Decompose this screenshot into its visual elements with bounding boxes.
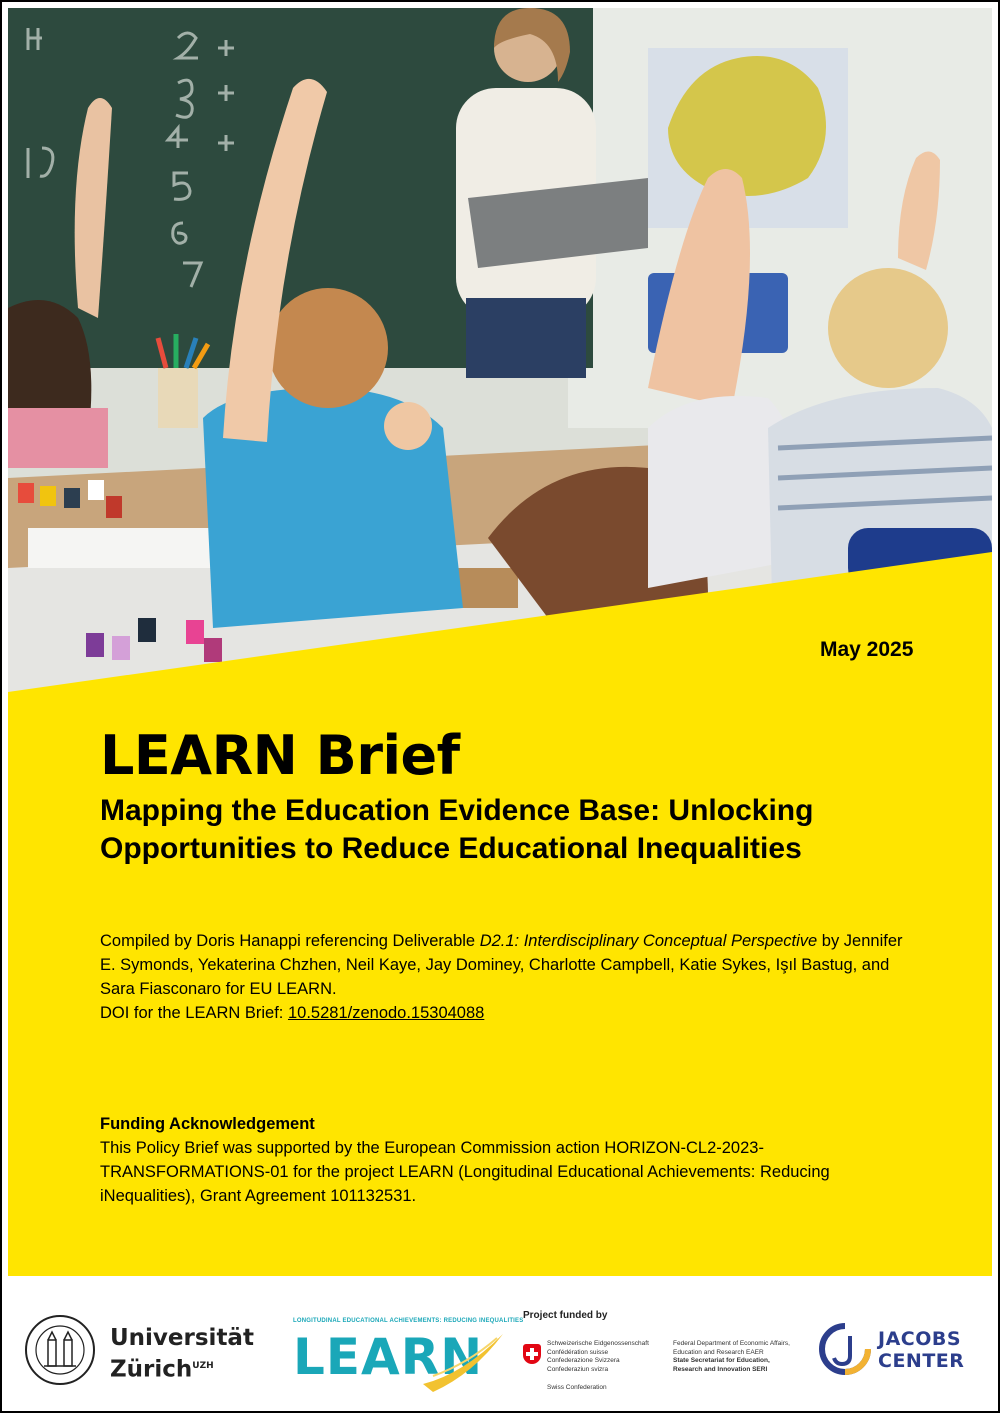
uzh-line1: Universität bbox=[110, 1325, 254, 1351]
boy-blue-head bbox=[268, 288, 388, 408]
swiss-cross-icon bbox=[523, 1344, 541, 1364]
teacher-trousers bbox=[466, 298, 586, 378]
dept-line1: Federal Department of Economic Affairs, bbox=[673, 1340, 790, 1347]
deliverable-title: D2.1: Interdisciplinary Conceptual Perspective bbox=[479, 932, 818, 950]
publication-date: May 2025 bbox=[820, 638, 914, 661]
uzh-wordmark bbox=[110, 1324, 254, 1384]
funding-text: This Policy Brief was supported by the European Commission action HORIZON-CL2-2023-TRANSFORMATIONS-01 for the project LEARN (Longitudinal Educational Achievements: Reducing iNequalities), Grant Agreement 101132531. bbox=[100, 1139, 830, 1205]
left-girl-shirt bbox=[8, 408, 108, 468]
swiss-lang-de: Schweizerische Eidgenossenschaft bbox=[547, 1340, 649, 1347]
authorship-block bbox=[100, 929, 920, 1025]
right-child-head bbox=[828, 268, 948, 388]
dept-line3: State Secretariat for Education, bbox=[673, 1357, 770, 1364]
funding-acknowledgement bbox=[100, 1112, 880, 1208]
uzh-line2: Zürich bbox=[110, 1356, 193, 1383]
doi-label: DOI for the LEARN Brief: bbox=[100, 1004, 288, 1022]
boy-hand bbox=[384, 402, 432, 450]
funding-heading: Funding Acknowledgement bbox=[100, 1115, 315, 1133]
jacobs-line2: CENTER bbox=[878, 1350, 965, 1372]
pencil-cup bbox=[158, 368, 198, 428]
jacobs-emblem-icon bbox=[818, 1322, 872, 1376]
project-funded-by: Project funded by bbox=[523, 1310, 608, 1321]
learn-tagline: LONGITUDINAL EDUCATIONAL ACHIEVEMENTS: REDUCING INEQUALITIES bbox=[293, 1318, 524, 1324]
jacobs-line1: JACOBS bbox=[878, 1328, 962, 1350]
swiss-department bbox=[673, 1340, 823, 1374]
dept-line2: Education and Research EAER bbox=[673, 1348, 764, 1356]
dept-line4: Research and Innovation SERI bbox=[673, 1365, 768, 1373]
learn-swoosh-icon bbox=[293, 1318, 524, 1398]
swiss-confederation-logo bbox=[523, 1310, 823, 1400]
brief-subtitle: Mapping the Education Evidence Base: Unlocking Opportunities to Reduce Educational Inequalities bbox=[100, 794, 814, 865]
jacobs-center-logo bbox=[818, 1322, 978, 1382]
uzh-superscript: UZH bbox=[192, 1361, 214, 1371]
uzh-seal-icon bbox=[24, 1314, 96, 1386]
learn-wordmark: LEARN bbox=[293, 1328, 484, 1386]
swiss-languages bbox=[547, 1340, 677, 1374]
swiss-lang-rm: Confederaziun svizra bbox=[547, 1365, 609, 1373]
uzh-logo bbox=[24, 1314, 254, 1386]
swiss-lang-fr: Confédération suisse bbox=[547, 1348, 609, 1356]
jacobs-wordmark bbox=[878, 1328, 964, 1372]
notebook bbox=[28, 528, 218, 568]
learn-logo bbox=[293, 1318, 524, 1398]
swiss-confederation-label: Swiss Confederation bbox=[547, 1384, 607, 1391]
logo-footer bbox=[8, 1276, 992, 1407]
brief-title: LEARN Brief bbox=[100, 724, 460, 787]
compiled-prefix: Compiled by Doris Hanappi referencing Deliverable bbox=[100, 932, 480, 950]
compiled-suffix: by Jennifer E. Symonds, Yekaterina Chzhen, Neil Kaye, Jay Dominey, Charlotte Campbell, Katie Sykes, Işıl Bastug, and Sara Fiasconaro for EU LEARN. bbox=[100, 932, 903, 998]
swiss-lang-it: Confederazione Svizzera bbox=[547, 1357, 620, 1364]
doi-link[interactable]: 10.5281/zenodo.15304088 bbox=[287, 1004, 485, 1022]
